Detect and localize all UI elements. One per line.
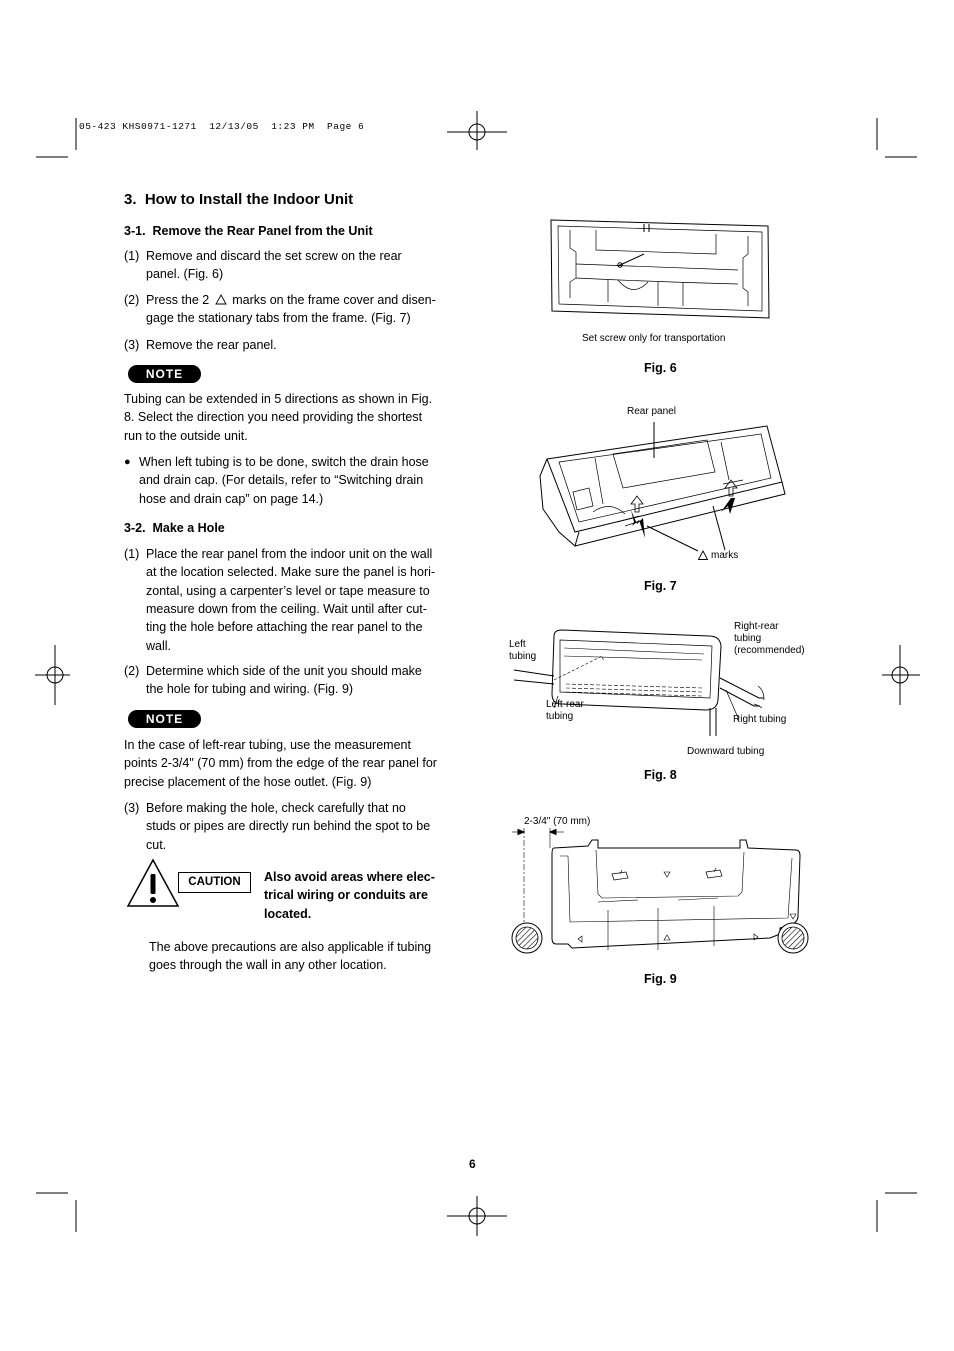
closing-precautions [149, 938, 469, 975]
bullet-left-tubing [124, 453, 464, 509]
fig7-rear-panel-label: Rear panel [627, 406, 676, 417]
step-line: wall. [146, 638, 172, 653]
step-line-end: marks on the frame cover and disen- [232, 293, 436, 307]
step-place-rear-panel [124, 545, 464, 655]
bullet-line: and drain cap. (For details, refer to “Switching drain [139, 473, 424, 488]
page-number: 6 [469, 1157, 476, 1171]
step-line-start: Press the 2 [146, 293, 210, 307]
caution-text [264, 868, 464, 923]
step-line: panel. (Fig. 6) [146, 267, 224, 282]
fig7-label: Fig. 7 [644, 579, 677, 593]
step-number: (3) [124, 338, 140, 352]
bullet-line: hose and drain cap” on page 14.) [139, 491, 324, 506]
fig9-dimension-label: 2-3/4" (70 mm) [524, 816, 591, 827]
step-remove-rear-panel [124, 336, 464, 355]
caution-box [178, 872, 251, 893]
note-line: Tubing can be extended in 5 directions as shown in Fig. [124, 392, 433, 406]
fig6-caption: Set screw only for transportation [582, 333, 726, 344]
fig8-label-line: Right-rear [734, 621, 779, 632]
fig9-label: Fig. 9 [644, 972, 677, 986]
section-title: 3. How to Install the Indoor Unit [124, 191, 354, 208]
step-line: measure down from the ceiling. Wait until after cut- [146, 601, 427, 616]
fig8-downward-tubing-label: Downward tubing [687, 746, 765, 757]
step-line: gage the stationary tabs from the frame. (Fig. 7) [146, 311, 411, 326]
triangle-mark-icon [215, 294, 227, 305]
step-line: zontal, using a carpenter’s level or tape measure to [146, 583, 430, 598]
step-number: (2) [124, 664, 140, 678]
step-remove-set-screw [124, 247, 464, 284]
caution-line: located. [264, 906, 312, 921]
caution-line: Also avoid areas where elec- [264, 870, 435, 884]
fig6-rear-panel-drawing [548, 218, 778, 318]
fig8-label-line: (recommended) [734, 645, 805, 656]
step-line: ting the hole before attaching the rear panel to the [146, 620, 423, 635]
step-check-studs [124, 799, 464, 855]
step-line: Place the rear panel from the indoor unit on the wall [146, 547, 433, 561]
closing-line: The above precautions are also applicable if tubing [149, 940, 432, 954]
note-line: 8. Select the direction you need providing the shortest [124, 410, 423, 425]
fig8-right-tubing-label: Right tubing [733, 714, 787, 725]
fig8-label-line: tubing [546, 711, 574, 722]
caution-label: CAUTION [188, 876, 241, 888]
step-number: (1) [124, 547, 140, 561]
step-line [146, 291, 436, 309]
fig8-label-line: Left-rear [546, 699, 584, 710]
bullet-line: When left tubing is to be done, switch the drain hose [139, 455, 429, 469]
step-line: studs or pipes are directly run behind the spot to be [146, 819, 431, 834]
note-tubing-directions [124, 390, 464, 445]
fig7-marks-label: marks [711, 550, 739, 561]
step-line: Remove the rear panel. [146, 338, 277, 352]
caution-line: trical wiring or conduits are [264, 888, 428, 903]
fig8-label-line: tubing [509, 651, 537, 662]
note-line: In the case of left-rear tubing, use the measurement [124, 738, 411, 752]
fig8-label-line: Left [509, 639, 526, 650]
step-press-marks [124, 291, 464, 328]
note-badge: NOTE [128, 710, 201, 728]
print-slug: 05-423 KHS0971-1271 12/13/05 1:23 PM Page 6 [79, 121, 365, 132]
step-line: Determine which side of the unit you should make [146, 664, 422, 678]
closing-line: goes through the wall in any other location. [149, 958, 387, 973]
step-determine-side [124, 662, 464, 699]
step-number: (2) [124, 293, 140, 307]
fig9-rear-panel-wall-drawing [508, 826, 808, 956]
note-left-rear-measurement [124, 736, 464, 791]
fig8-label-line: tubing [734, 633, 762, 644]
step-line: at the location selected. Make sure the panel is hori- [146, 565, 436, 580]
triangle-mark-icon [698, 550, 710, 561]
step-number: (1) [124, 249, 140, 263]
step-line: Remove and discard the set screw on the rear [146, 249, 402, 263]
note-line: points 2-3/4" (70 mm) from the edge of the rear panel for [124, 756, 437, 771]
fig8-label: Fig. 8 [644, 768, 677, 782]
note-line: precise placement of the hose outlet. (Fig. 9) [124, 774, 372, 789]
subsection-title-remove-rear-panel: 3-1. Remove the Rear Panel from the Unit [124, 224, 373, 238]
step-line: cut. [146, 837, 167, 852]
note-badge: NOTE [128, 365, 201, 383]
bullet-dot-icon: ● [124, 456, 131, 468]
step-line: the hole for tubing and wiring. (Fig. 9) [146, 682, 354, 697]
note-line: run to the outside unit. [124, 428, 248, 443]
step-line: Before making the hole, check carefully that no [146, 801, 406, 815]
step-number: (3) [124, 801, 140, 815]
subsection-title-make-hole: 3-2. Make a Hole [124, 521, 225, 535]
fig8-left-rear-label [546, 699, 584, 723]
warning-triangle-icon [126, 858, 180, 908]
fig6-label: Fig. 6 [644, 361, 677, 375]
fig7-unit-drawing [535, 414, 785, 554]
